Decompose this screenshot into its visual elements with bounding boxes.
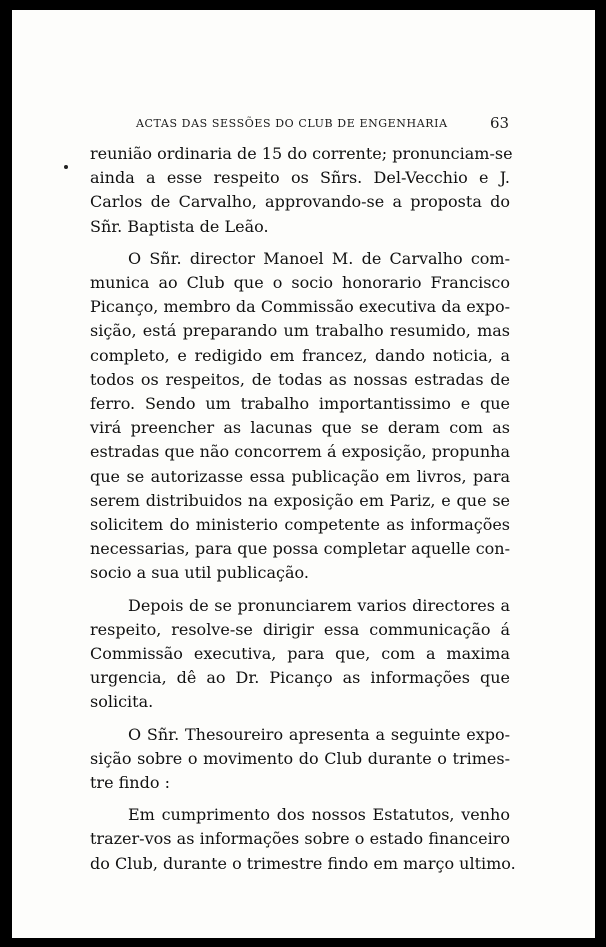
text-line: Picanço, membro da Commissão executiva da expo-	[90, 297, 510, 317]
text-line: trazer-vos as informações sobre o estado financeiro	[90, 829, 510, 849]
text-line: sição sobre o movimento do Club durante o trimes-	[90, 748, 510, 768]
text-line: O Sñr. director Manoel M. de Carvalho com-	[128, 248, 510, 268]
text-line: socio a sua util publicação.	[90, 563, 309, 583]
page-header	[12, 114, 595, 134]
text-line: virá preencher as lacunas que se deram com as	[90, 418, 510, 438]
text-line: Commissão executiva, para que, com a maxima	[90, 644, 510, 664]
paragraph	[90, 723, 510, 796]
text-line: Em cumprimento dos nossos Estatutos, venho	[128, 805, 510, 825]
text-line: reunião ordinaria de 15 do corrente; pronunciam-se	[90, 144, 513, 163]
text-line: sição, está preparando um trabalho resumido, mas	[90, 321, 510, 341]
text-line: Depois de se pronunciarem varios directores a	[128, 595, 510, 615]
paragraph	[90, 594, 510, 715]
text-line: completo, e redigido em francez, dando noticia, a	[90, 345, 510, 365]
text-line: solicita.	[90, 692, 154, 712]
running-head: ACTAS DAS SESSÕES DO CLUB DE ENGENHARIA	[136, 117, 448, 130]
text-line: O Sñr. Thesoureiro apresenta a seguinte expo-	[128, 724, 510, 744]
page-number: 63	[490, 114, 510, 132]
text-line: solicitem do ministerio competente as informações	[90, 515, 510, 535]
book-page	[12, 10, 595, 938]
text-line: urgencia, dê ao Dr. Picanço as informações que	[90, 668, 510, 688]
text-line: estradas que não concorrem á exposição, propunha	[90, 442, 510, 462]
text-line: respeito, resolve-se dirigir essa communicação á	[90, 619, 510, 639]
text-line: do Club, durante o trimestre findo em março ultimo.	[90, 853, 516, 873]
text-line: necessarias, para que possa completar aquelle con-	[90, 539, 510, 559]
ink-speck	[64, 165, 68, 169]
text-line: Carlos de Carvalho, approvando-se a proposta do	[90, 192, 510, 212]
text-line: ainda a esse respeito os Sñrs. Del-Vecchio e J.	[90, 168, 510, 188]
text-line: tre findo :	[90, 773, 170, 793]
text-line: ferro. Sendo um trabalho importantissimo e que	[90, 394, 510, 414]
text-line: que se autorizasse essa publicação em livros, para	[90, 466, 510, 486]
text-line: munica ao Club que o socio honorario Francisco	[90, 273, 510, 293]
text-line: todos os respeitos, de todas as nossas estradas de	[90, 369, 510, 389]
body-text	[90, 142, 516, 876]
paragraph	[90, 803, 516, 876]
text-line: Sñr. Baptista de Leão.	[90, 216, 269, 236]
text-line: serem distribuidos na exposição em Pariz, e que se	[90, 490, 510, 510]
paragraph	[90, 142, 513, 239]
paragraph	[90, 247, 510, 586]
